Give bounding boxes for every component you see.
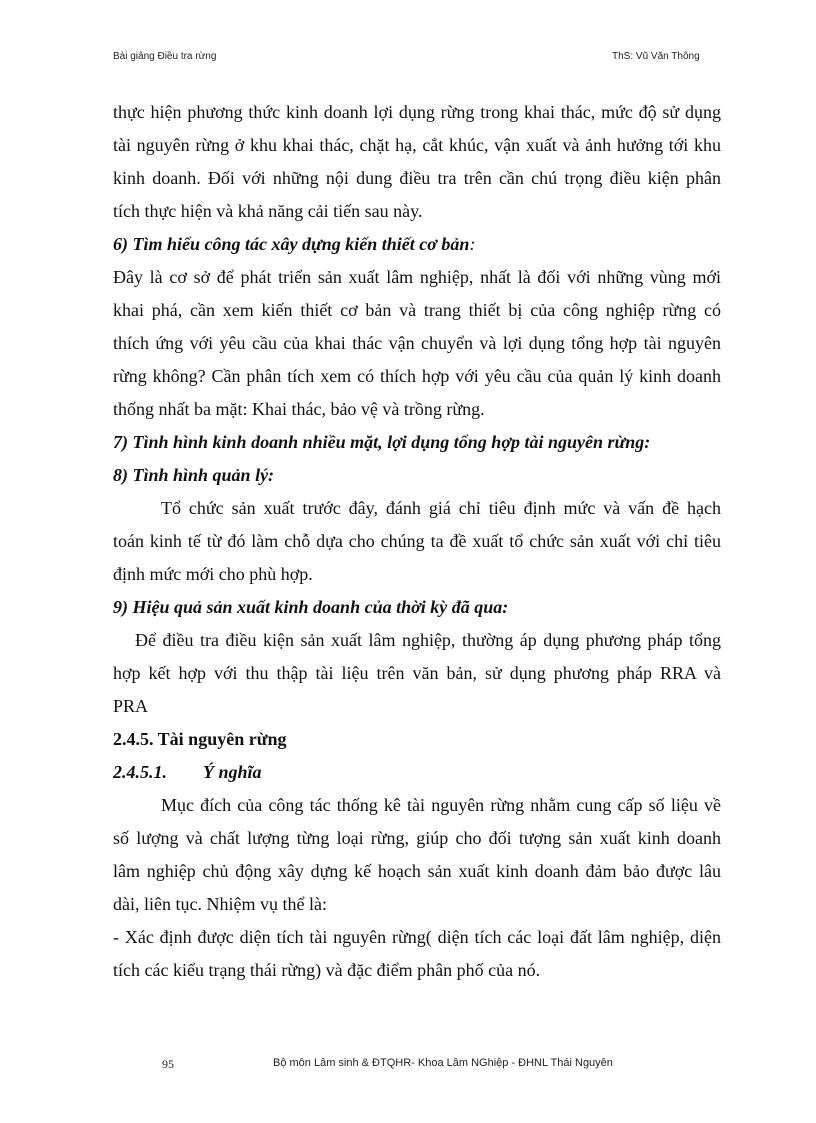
paragraph-line: toán kinh tế từ đó làm chỗ dựa cho chúng ta đề xuất tổ chức sản xuất với chỉ tiêu bbox=[113, 531, 721, 551]
page-header-author: ThS: Vũ Văn Thông bbox=[612, 51, 700, 62]
paragraph-line: rừng không? Cần phân tích xem có thích hợp với yêu cầu của quản lý kinh doanh bbox=[113, 366, 721, 386]
document-body bbox=[113, 96, 721, 987]
paragraph-line: Mục đích của công tác thống kê tài nguyên rừng nhằm cung cấp số liệu về bbox=[161, 795, 721, 815]
paragraph-line: hợp kết hợp với thu thập tài liệu trên văn bản, sử dụng phương pháp RRA và bbox=[113, 663, 721, 683]
heading-8: 8) Tình hình quản lý: bbox=[113, 465, 275, 485]
paragraph-line: lâm nghiệp chủ động xây dựng kế hoạch sản xuất kinh doanh đảm bảo được lâu bbox=[113, 861, 721, 881]
paragraph-line: - Xác định được diện tích tài nguyên rừng( diện tích các loại đất lâm nghiệp, diện bbox=[113, 927, 721, 947]
paragraph-line: Đây là cơ sở để phát triển sản xuất lâm nghiệp, nhất là đối với những vùng mới bbox=[113, 267, 721, 287]
heading-6-colon: : bbox=[469, 234, 476, 254]
paragraph-line: kinh doanh. Đối với những nội dung điều tra trên cần chú trọng điều kiện phân bbox=[113, 168, 721, 188]
heading-7: 7) Tình hình kinh doanh nhiều mặt, lợi dụng tổng hợp tài nguyên rừng: bbox=[113, 432, 651, 452]
heading-9: 9) Hiệu quả sản xuất kinh doanh của thời kỳ đã qua: bbox=[113, 597, 509, 617]
paragraph-line: tích các kiểu trạng thái rừng) và đặc điểm phân phố của nó. bbox=[113, 960, 541, 980]
paragraph-line: tài nguyên rừng ở khu khai thác, chặt hạ, cắt khúc, vận xuất và ảnh hưởng tới khu bbox=[113, 135, 721, 155]
paragraph-line: tích thực hiện và khả năng cải tiến sau này. bbox=[113, 201, 423, 221]
paragraph-line: số lượng và chất lượng từng loại rừng, giúp cho đối tượng sản xuất kinh doanh bbox=[113, 828, 721, 848]
paragraph-line: khai phá, cần xem kiến thiết cơ bản và trang thiết bị của công nghiệp rừng có bbox=[113, 300, 721, 320]
paragraph-line: dài, liên tục. Nhiệm vụ thể là: bbox=[113, 894, 327, 914]
heading-6 bbox=[113, 228, 721, 261]
paragraph-line: thống nhất ba mặt: Khai thác, bảo vệ và trồng rừng. bbox=[113, 399, 485, 419]
page-header-course: Bài giảng Điều tra rừng bbox=[113, 51, 217, 62]
paragraph-line: Để điều tra điều kiện sản xuất lâm nghiệp, thường áp dụng phương pháp tổng bbox=[135, 630, 721, 650]
paragraph-line: định mức mới cho phù hợp. bbox=[113, 564, 313, 584]
subsection-number: 2.4.5.1. bbox=[113, 762, 167, 782]
paragraph-line: thích ứng với yêu cầu của khai thác vận chuyển và lợi dụng tổng hợp tài nguyên bbox=[113, 333, 721, 353]
paragraph-line: Tổ chức sản xuất trước đây, đánh giá chỉ tiêu định mức và vấn đề hạch bbox=[161, 498, 721, 518]
section-heading-2-4-5: 2.4.5. Tài nguyên rừng bbox=[113, 729, 287, 749]
page-footer-department: Bộ môn Lâm sinh & ĐTQHR- Khoa Lâm NGhiệp - ĐHNL Thái Nguyên bbox=[273, 1057, 613, 1069]
subsection-title: Ý nghĩa bbox=[203, 762, 262, 782]
paragraph-line: PRA bbox=[113, 696, 149, 716]
page-number: 95 bbox=[162, 1057, 174, 1071]
paragraph-line: thực hiện phương thức kinh doanh lợi dụng rừng trong khai thác, mức độ sử dụng bbox=[113, 102, 721, 122]
subsection-heading-2-4-5-1 bbox=[113, 756, 721, 789]
heading-6-text: 6) Tìm hiểu công tác xây dựng kiến thiết cơ bản bbox=[113, 234, 470, 254]
